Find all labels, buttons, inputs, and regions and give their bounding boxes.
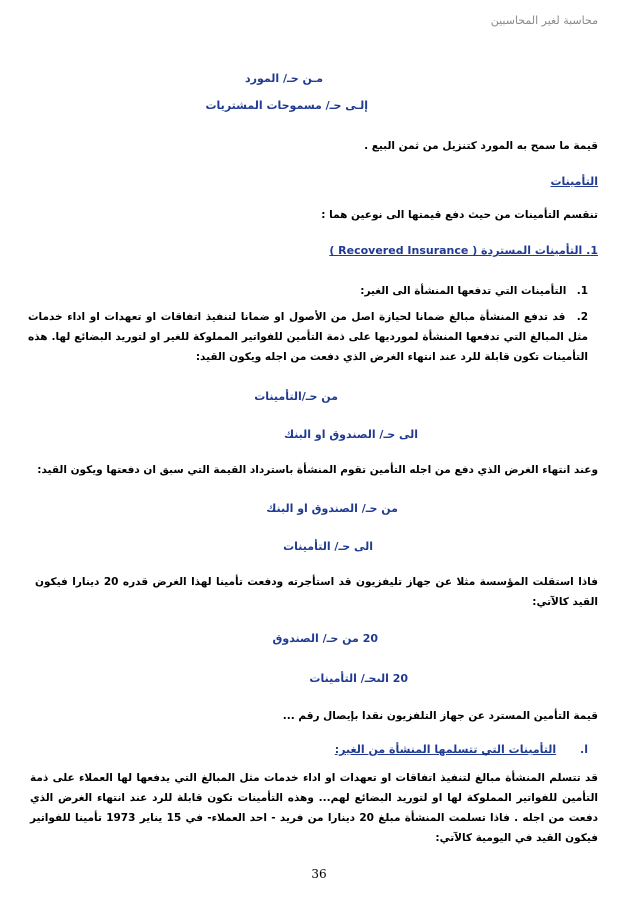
journal-entry-debit-supplier: مـن حـ/ المورد bbox=[245, 72, 323, 85]
journal-entry-debit-insurance: من حـ/التأمينات bbox=[254, 390, 338, 403]
return-entry-text: وعند انتهاء الغرض الذي دفع من اجله التأمين تقوم المنشأة باسترداد القيمة التي سبق ان دفعتها ويكون القيد: bbox=[37, 464, 598, 476]
received-heading-text: التأمينات التي تتسلمها المنشأة من الغير: bbox=[334, 743, 557, 756]
received-insurance-text: قد تتسلم المنشأة مبالغ لتنفيذ اتفاقات او تعهدات او اداء خدمات مثل المبالغ التي يدفعها لها العملاء على ذمة التأمين للفواتير المملوكة لها او لتوريد البضائع لهم... وهذه التأمينات تكون قابلة للرد عند انتهاء الغرض الذي دفعت من اجله . فاذا تسلمت المنشأة مبلغ 20 دينارا من فريد - احد العملاء- في 15 يناير 1973 تأمينا للفواتير فيكون القيد في اليومية كالآتي: bbox=[30, 772, 599, 844]
tv-insurance-value: قيمة التأمين المسترد عن جهاز التلفزيون نقدا بإيصال رقم ... bbox=[282, 710, 598, 722]
section-title-insurance: التأمينات bbox=[550, 175, 598, 188]
list-item-2 bbox=[28, 307, 588, 367]
journal-entry-credit-insurance: الى حـ/ التأمينات bbox=[283, 540, 373, 553]
list-number: 1. bbox=[576, 285, 588, 297]
journal-entry-credit-insurance-20: 20 الىحـ/ التأمينات bbox=[309, 672, 408, 685]
insurance-division-intro: تنقسم التأمينات من حيث دفع قيمتها الى نوعين هما : bbox=[321, 209, 598, 221]
recovered-insurance-heading: 1. التأمينات المستردة ( Recovered Insurance ) bbox=[329, 244, 598, 257]
journal-entry-credit-cash-bank: الى حـ/ الصندوق او البنك bbox=[283, 428, 418, 441]
list-item-1 bbox=[360, 285, 588, 297]
list-label: ا. bbox=[580, 743, 588, 756]
journal-entry-debit-cash-bank: من حـ/ الصندوق او البنك bbox=[266, 502, 398, 515]
page-number: 36 bbox=[311, 867, 327, 881]
running-header: محاسبة لغير المحاسبين bbox=[490, 14, 598, 27]
received-insurance-heading bbox=[335, 743, 588, 756]
list-number: 2. bbox=[576, 311, 588, 323]
list-item-text: قد تدفع المنشأة مبالغ ضمانا لحيازة اصل من الأصول او ضمانا لتنفيذ اتفاقات او تعهدات او اداء خدمات مثل المبالغ التي تدفعها المنشأة لمورديها على ذمة التأمين للفواتير المملوكة للغير او لتوريد البضائع لها. هذه التأمينات تكون قابلة للرد عند انتهاء الغرض الذي دفعت من اجله ويكون القيد: bbox=[28, 311, 588, 363]
example-text: فاذا استقلت المؤسسة مثلا عن جهاز تليفزيون قد استأجرته ودفعت تأمينا لهذا الغرض قدره 20 دينارا فيكون القيد كالآتي: bbox=[35, 576, 598, 608]
allowance-definition: قيمة ما سمح به المورد كتنزيل من ثمن البيع . bbox=[364, 140, 598, 152]
journal-entry-debit-cash-20: 20 من حـ/ الصندوق bbox=[272, 632, 378, 645]
journal-entry-credit-purchase-allowances: إلـى حـ/ مسموحات المشتريات bbox=[205, 99, 368, 112]
list-item-text: التأمينات التي تدفعها المنشأة الى الغير: bbox=[360, 285, 567, 297]
